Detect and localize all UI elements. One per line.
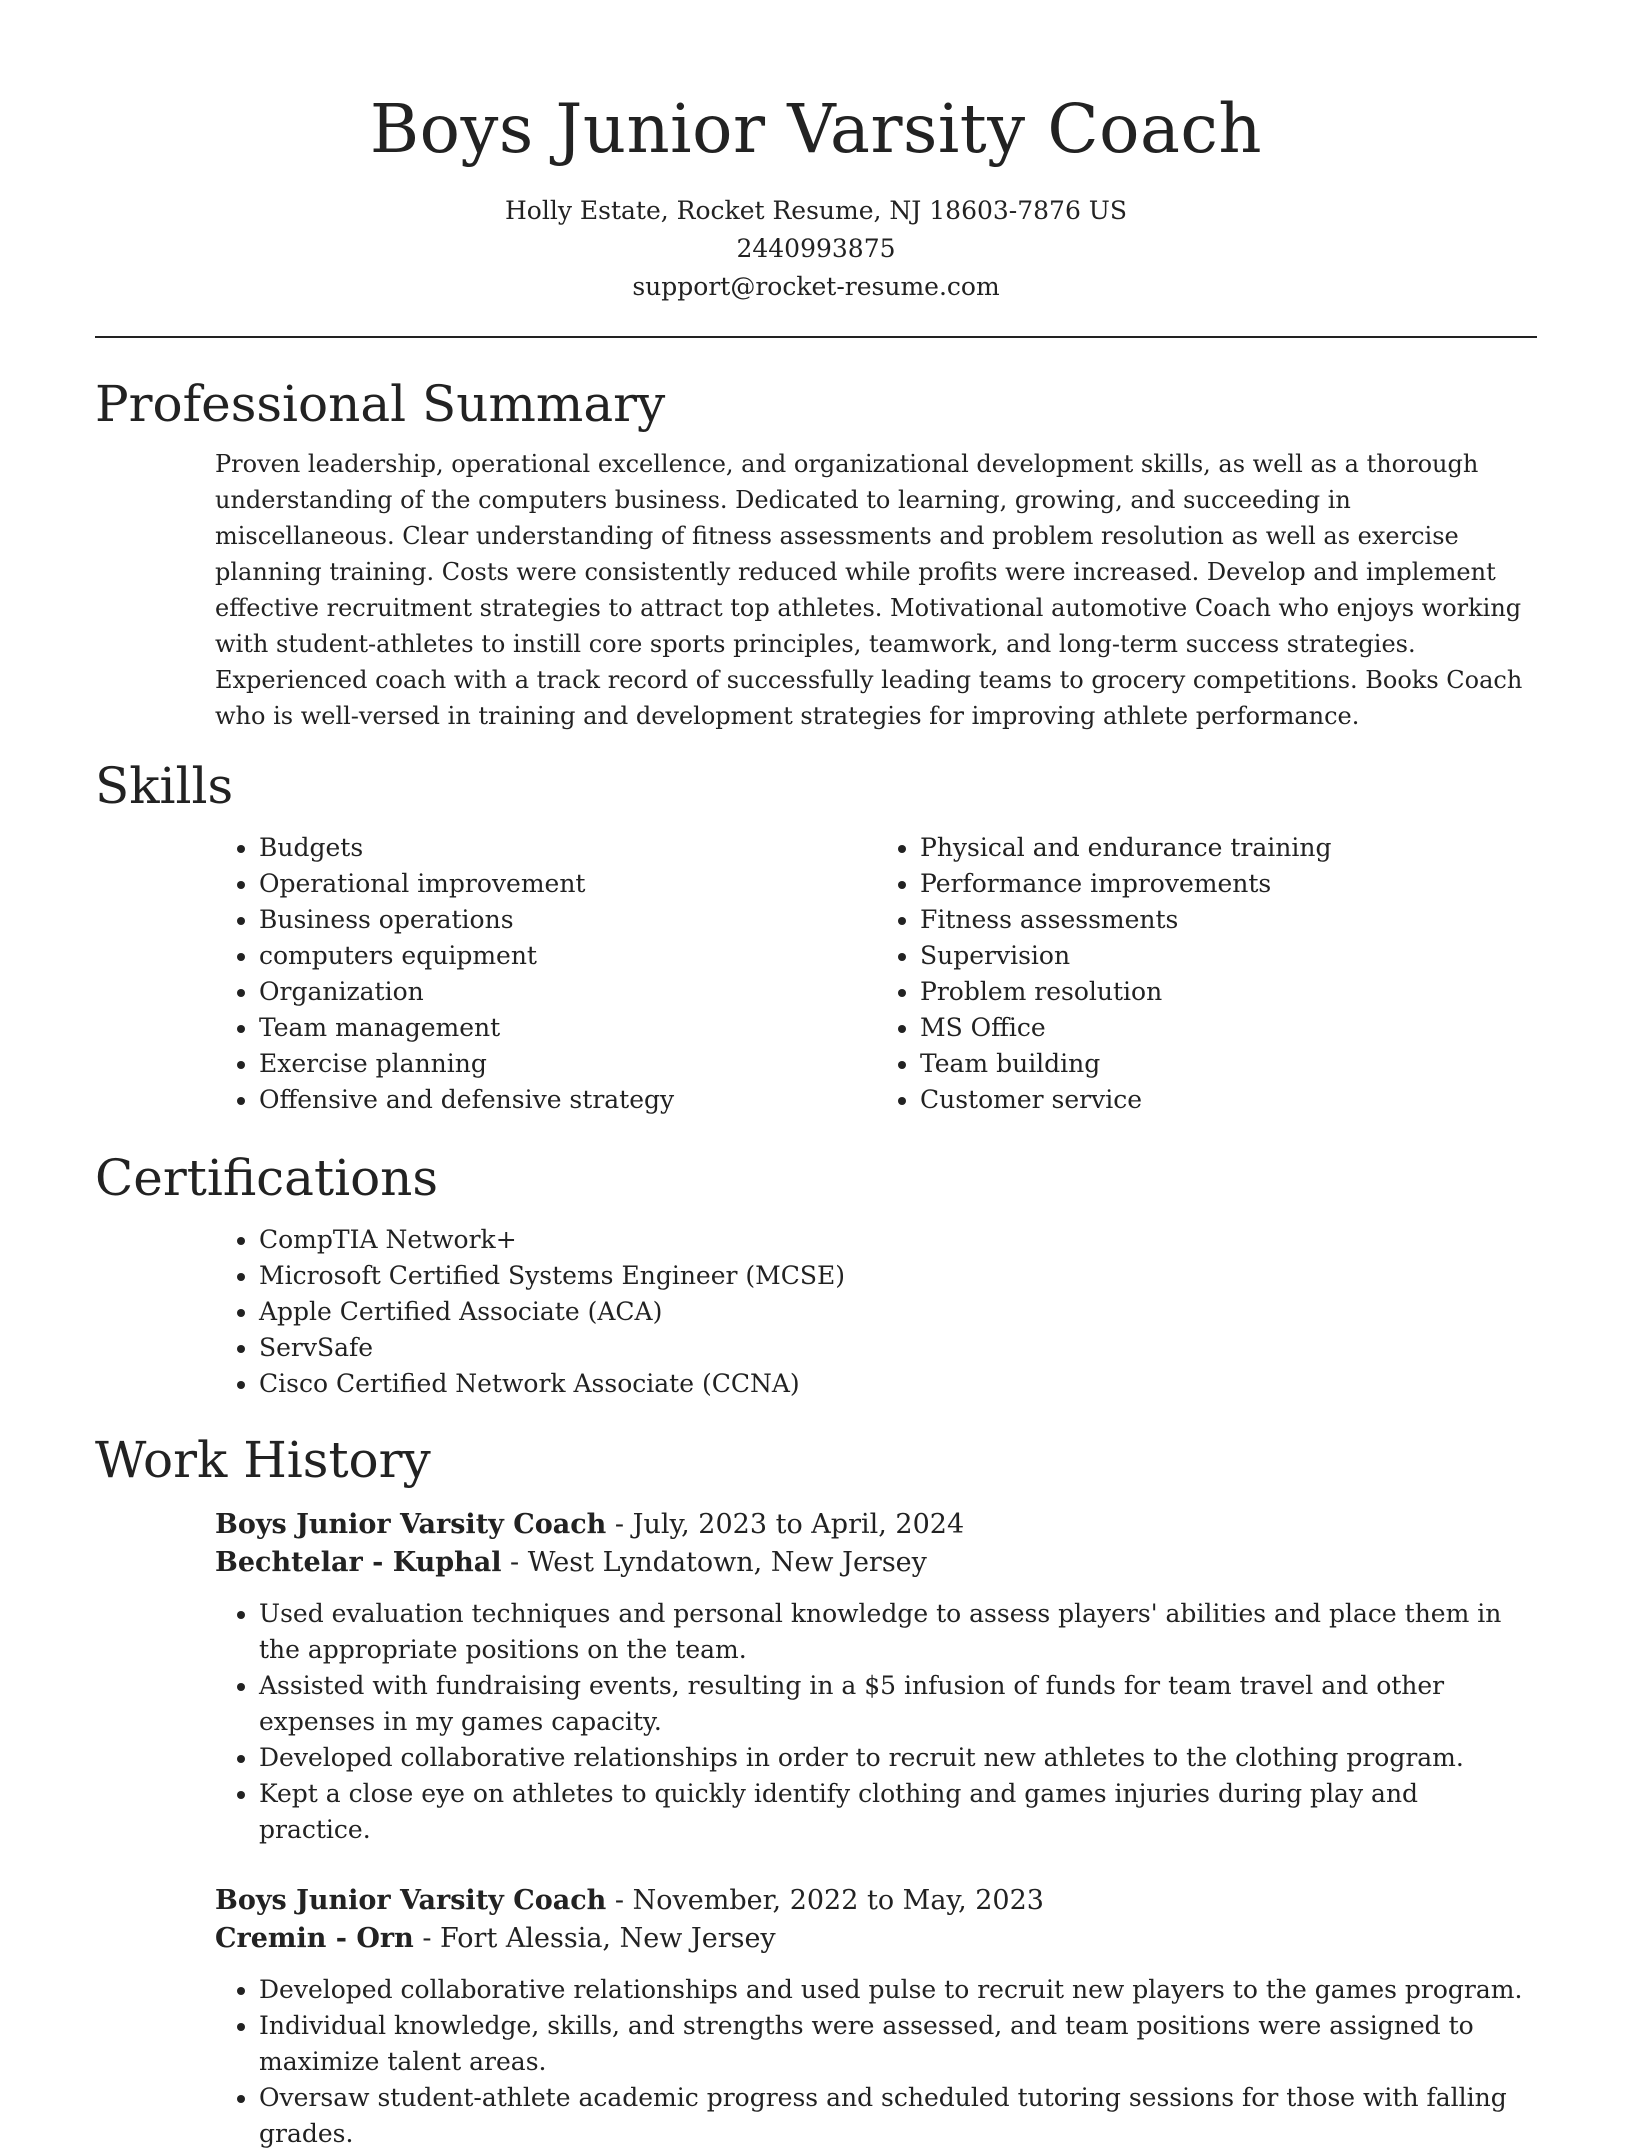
- job-title: Boys Junior Varsity Coach: [215, 1885, 607, 1916]
- skill-item: • Supervision: [920, 938, 1537, 974]
- job-location: - West Lyndatown, New Jersey: [501, 1547, 927, 1578]
- job-company-line: [215, 1544, 1537, 1582]
- contact-phone: 2440993875: [736, 234, 896, 263]
- summary-section: [95, 372, 1537, 734]
- skill-item: • Performance improvements: [920, 866, 1537, 902]
- job-title-line: [215, 1506, 1537, 1544]
- skill-item: • MS Office: [920, 1010, 1537, 1046]
- resume-header: [95, 0, 1537, 306]
- job-bullet: • Oversaw student-athlete academic progress and scheduled tutoring sessions for those with falling grades.: [259, 2080, 1537, 2152]
- contact-email: support@rocket-resume.com: [632, 272, 1000, 301]
- job-bullet: • Developed collaborative relationships and used pulse to recruit new players to the games program.: [259, 1972, 1537, 2008]
- certification-item: • Cisco Certified Network Associate (CCNA): [259, 1366, 1537, 1402]
- certifications-heading: Certifications: [95, 1149, 439, 1207]
- job-bullet: • Individual knowledge, skills, and strengths were assessed, and team positions were assigned to maximize talent areas.: [259, 2008, 1537, 2080]
- job-bullets: [215, 1972, 1537, 2152]
- skills-list-right: [876, 830, 1537, 1118]
- skill-item: • Offensive and defensive strategy: [259, 1082, 876, 1118]
- work-history-heading: Work History: [95, 1431, 431, 1489]
- job-company: Cremin - Orn: [215, 1923, 414, 1954]
- work-history-section: [95, 1428, 1537, 2152]
- skills-section: [95, 754, 1537, 1118]
- contact-address: Holly Estate, Rocket Resume, NJ 18603-7876 US: [504, 196, 1128, 225]
- certifications-section: [95, 1146, 1537, 1402]
- contact-info: [95, 192, 1537, 306]
- job-bullet: • Used evaluation techniques and personal knowledge to assess players' abilities and place them in the appropriate positions on the team.: [259, 1596, 1537, 1668]
- skill-item: • Operational improvement: [259, 866, 876, 902]
- skill-item: • Exercise planning: [259, 1046, 876, 1082]
- skill-item: • Fitness assessments: [920, 902, 1537, 938]
- header-divider: [95, 336, 1537, 338]
- job-title: Boys Junior Varsity Coach: [215, 1509, 607, 1540]
- skill-item: • Problem resolution: [920, 974, 1537, 1010]
- job-entry: [215, 1506, 1537, 1848]
- skill-item: • Team building: [920, 1046, 1537, 1082]
- skill-item: • Physical and endurance training: [920, 830, 1537, 866]
- job-bullet: • Developed collaborative relationships in order to recruit new athletes to the clothing program.: [259, 1740, 1537, 1776]
- skill-item: • Team management: [259, 1010, 876, 1046]
- certification-item: • ServSafe: [259, 1330, 1537, 1366]
- job-dates: - November, 2022 to May, 2023: [606, 1885, 1044, 1916]
- certification-item: • CompTIA Network+: [259, 1222, 1537, 1258]
- certification-item: • Apple Certified Associate (ACA): [259, 1294, 1537, 1330]
- job-company: Bechtelar - Kuphal: [215, 1547, 502, 1578]
- certification-item: • Microsoft Certified Systems Engineer (MCSE): [259, 1258, 1537, 1294]
- certifications-list: [215, 1222, 1537, 1402]
- summary-heading: Professional Summary: [95, 375, 666, 433]
- job-title-line: [215, 1882, 1537, 1920]
- skill-item: • Business operations: [259, 902, 876, 938]
- skill-item: • Customer service: [920, 1082, 1537, 1118]
- candidate-name: Boys Junior Varsity Coach: [369, 90, 1263, 168]
- skill-item: • Organization: [259, 974, 876, 1010]
- job-company-line: [215, 1920, 1537, 1958]
- job-bullet: • Kept a close eye on athletes to quickly identify clothing and games injuries during play and practice.: [259, 1776, 1537, 1848]
- job-dates: - July, 2023 to April, 2024: [606, 1509, 965, 1540]
- skills-heading: Skills: [95, 757, 234, 815]
- skills-list-left: [215, 830, 876, 1118]
- job-location: - Fort Alessia, New Jersey: [413, 1923, 776, 1954]
- skills-columns: [215, 830, 1537, 1118]
- job-bullet: • Assisted with fundraising events, resulting in a $5 infusion of funds for team travel and other expenses in my games capacity.: [259, 1668, 1537, 1740]
- skill-item: • Budgets: [259, 830, 876, 866]
- skill-item: • computers equipment: [259, 938, 876, 974]
- summary-text: Proven leadership, operational excellence, and organizational development skills, as well as a thorough understanding of the computers business. Dedicated to learning, growing, and succeeding in miscellaneous. Clear understanding of fitness assessments and problem resolution as well as exercise planning training. Costs were consistently reduced while profits were increased. Develop and implement effective recruitment strategies to attract top athletes. Motivational automotive Coach who enjoys working with student-athletes to instill core sports principles, teamwork, and long-term success strategies. Experienced coach with a track record of successfully leading teams to grocery competitions. Books Coach who is well-versed in training and development strategies for improving athlete performance.: [215, 450, 1523, 730]
- job-bullets: [215, 1596, 1537, 1848]
